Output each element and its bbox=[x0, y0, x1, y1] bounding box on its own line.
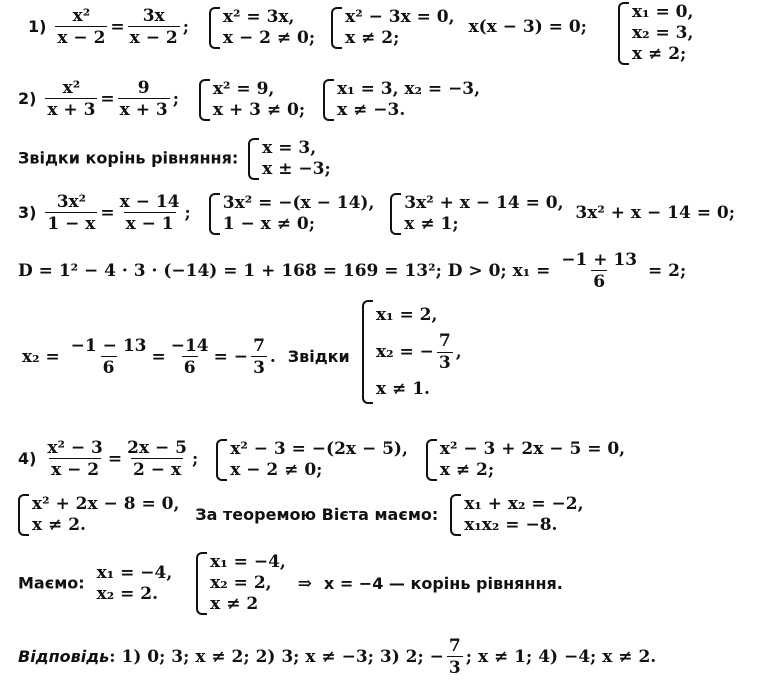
problem-3-solution-system: x₁ = 2, x₂ = − $\frac{7}{3}$ , x ≠ 1. bbox=[362, 300, 462, 404]
equation-system: 3x² = −(x − 14), 1 − x ≠ 0; bbox=[209, 193, 375, 235]
problem-1-solution-system: x₁ = 0, x₂ = 3, x ≠ 2; bbox=[618, 2, 693, 65]
equation-system: x² = 3x, x − 2 ≠ 0; bbox=[209, 7, 315, 49]
problem-3-line: 3) $\frac{\text{3x²}}{1 - x}$ = $\frac{x - 14}{x - 1}$ ; 3x² = −(x − 14), 1 − x ≠ 0; 3x² + x − 14 = 0, x ≠ 1; 3x² + x − 14 = 0; bbox=[18, 192, 735, 234]
equation-system: x² − 3 = −(2x − 5), x − 2 ≠ 0; bbox=[216, 439, 408, 481]
problem-4-label: 4) bbox=[18, 449, 37, 468]
equation-system: x = 3, x ± −3; bbox=[248, 138, 331, 180]
problem-2-line: 2) $\frac{\text{x²}}{x + 3}$ = $\frac{9}{x + 3}$ ; x² = 9, x + 3 ≠ 0; x₁ = 3, x₂ = −3, x ≠ −3. bbox=[18, 78, 481, 120]
equation-system: x₁ = 3, x₂ = −3, x ≠ −3. bbox=[323, 79, 480, 121]
fraction: $\frac{\text{x² − 3}}{x - 2}$ bbox=[47, 438, 103, 480]
problem-1-line: 1) $\frac{\text{x²}}{x - 2}$ = $\frac{3x}{x - 2}$ ; x² = 3x, x − 2 ≠ 0; x² − 3x = 0, x ≠ 2; x(x − 3) = 0; bbox=[28, 6, 587, 48]
equation-system: 3x² + x − 14 = 0, x ≠ 1; bbox=[390, 193, 563, 235]
answer-line: Відповідь: 1) 0; 3; x ≠ 2; 2) 3; x ≠ −3; 3) 2; − $\frac{7}{3}$ ; x ≠ 1; 4) −4; x ≠ 2. bbox=[18, 636, 657, 678]
fraction: $\frac{-14}{6}$ bbox=[170, 336, 209, 378]
fraction: $\frac{3x}{x - 2}$ bbox=[129, 6, 178, 48]
problem-2-root-line bbox=[18, 138, 331, 180]
fraction: $\frac{7}{3}$ bbox=[253, 336, 265, 378]
problem-3-label: 3) bbox=[18, 203, 37, 222]
fraction: $\frac{\text{3x²}}{1 - x}$ bbox=[47, 192, 96, 234]
have-word: Маємо: bbox=[18, 573, 85, 593]
fraction: $\frac{9}{x + 3}$ bbox=[119, 78, 168, 120]
equation-system: x₁ = −4, x₂ = 2, x ≠ 2 bbox=[196, 552, 286, 615]
final-root-statement: x = −4 — корінь рівняння. bbox=[323, 573, 563, 593]
equation-system: x² − 3x = 0, x ≠ 2; bbox=[331, 7, 454, 49]
implies-arrow: ⇒ bbox=[297, 573, 312, 594]
root-statement: Звідки корінь рівняння: bbox=[18, 148, 239, 168]
vieta-statement: За теоремою Вієта маємо: bbox=[195, 504, 439, 524]
fraction: $\frac{2x - 5}{2 - x}$ bbox=[127, 438, 187, 480]
fraction: $\frac{\text{x²}}{x - 2}$ bbox=[57, 6, 106, 48]
fraction: $\frac{\text{x²}}{x + 3}$ bbox=[47, 78, 96, 120]
problem-3-x2-line: x₂ = $\frac{-1 - 13}{6}$ = $\frac{-14}{6}$ = − $\frac{7}{3}$ . Звідки bbox=[22, 336, 350, 378]
problem-4-final-line bbox=[18, 552, 563, 615]
discriminant-line: D = 1² − 4 · 3 · (−14) = 1 + 168 = 169 = 13²; D > 0; x₁ = $\frac{-1 + 13}{6}$ = 2; bbox=[18, 250, 687, 292]
equation-system: x² = 9, x + 3 ≠ 0; bbox=[199, 79, 305, 121]
root-pair: x₁ = −4, x₂ = 2. bbox=[96, 562, 173, 604]
equation-system: x² + 2x − 8 = 0, x ≠ 2. bbox=[18, 494, 179, 536]
fraction: $\frac{x - 14}{x - 1}$ bbox=[119, 192, 180, 234]
fraction: $\frac{-1 + 13}{6}$ bbox=[561, 250, 638, 292]
problem-4-line: 4) $\frac{\text{x² − 3}}{x - 2}$ = $\frac{2x - 5}{2 - x}$ ; x² − 3 = −(2x − 5), x − 2 ≠ 0; x² − 3 + 2x − 5 = 0, x ≠ 2; bbox=[18, 438, 626, 480]
problem-2-label: 2) bbox=[18, 89, 37, 108]
equation-system: x₁ + x₂ = −2, x₁x₂ = −8. bbox=[450, 494, 583, 536]
conclusion-word: Звідки bbox=[287, 347, 350, 366]
factored-equation: x(x − 3) = 0; bbox=[468, 17, 587, 37]
fraction: $\frac{7}{3}$ bbox=[448, 636, 461, 678]
problem-1-label: 1) bbox=[28, 17, 47, 36]
vieta-line bbox=[18, 494, 584, 536]
answer-word: Відповідь bbox=[18, 647, 110, 666]
equation-system: x² − 3 + 2x − 5 = 0, x ≠ 2; bbox=[426, 439, 625, 481]
fraction: $\frac{-1 - 13}{6}$ bbox=[70, 336, 147, 378]
quadratic-equation: 3x² + x − 14 = 0; bbox=[575, 203, 735, 223]
